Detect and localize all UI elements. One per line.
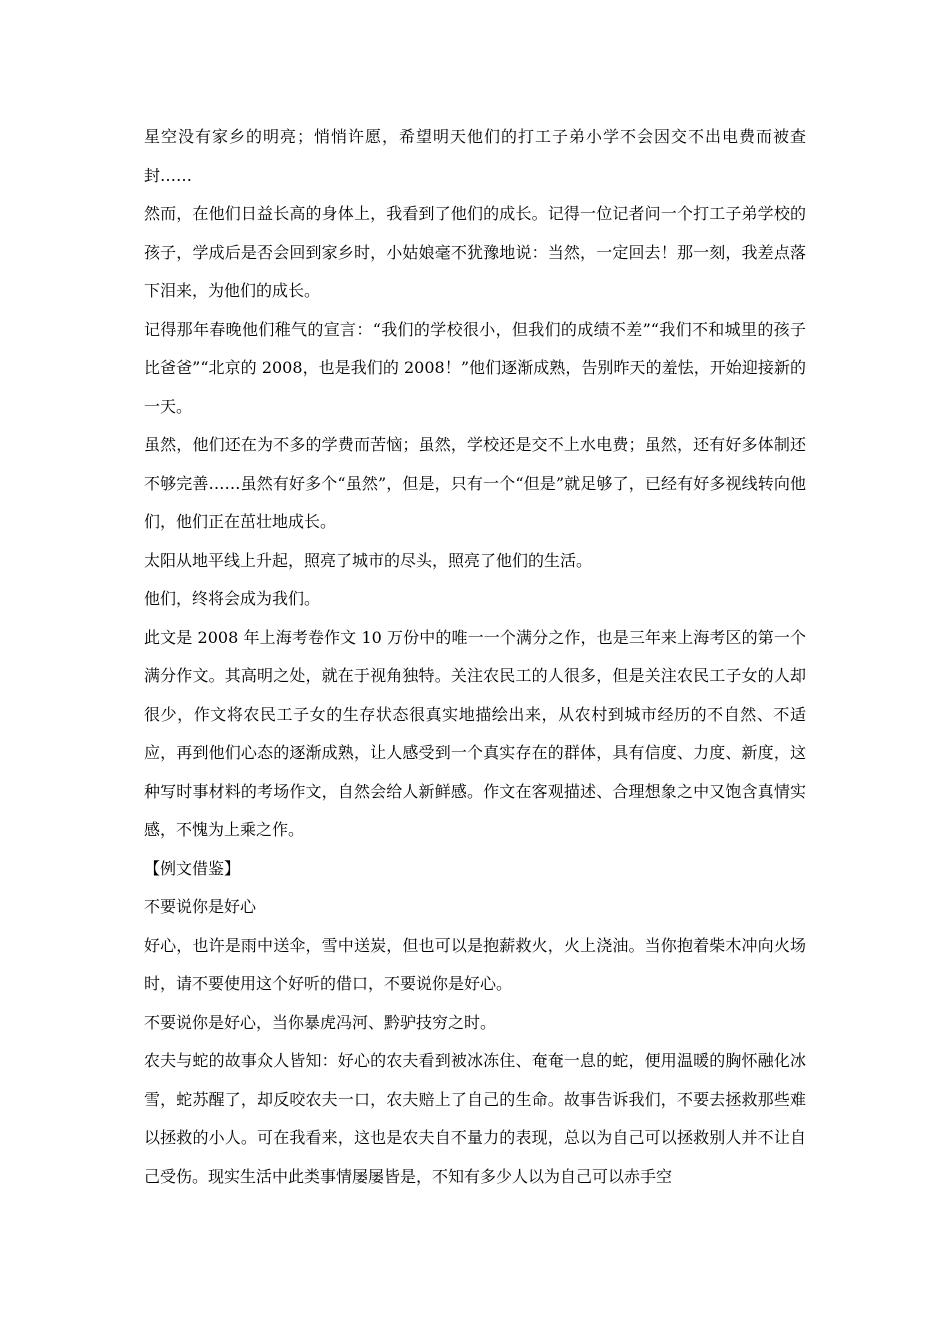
paragraph-commentary: 此文是 2008 年上海考卷作文 10 万份中的唯一一个满分之作，也是三年来上海考区的第一个满分作文。其高明之处，就在于视角独特。关注农民工的人很多，但是关注农民工子女的人却很少，作文将农民工子女的生存状态很真实地描绘出来，从农村到城市经历的不自然、不适应，再到他们心态的逐渐成熟，让人感受到一个真实存在的群体，具有信度、力度、新度，这种写时事材料的考场作文，自然会给人新鲜感。作文在客观描述、合理想象之中又饱含真情实感，不愧为上乘之作。 [144, 627, 806, 839]
essay-title: 不要说你是好心 [144, 897, 257, 916]
paragraph-although: 虽然，他们还在为不多的学费而苦恼；虽然，学校还是交不上水电费；虽然，还有好多体制还不够完善……虽然有好多个“虽然”，但是，只有一个“但是”就足够了，已经有好多视线转向他们，他们正在茁壮地成长。 [144, 435, 806, 531]
document-body [144, 118, 806, 1196]
paragraph-sunrise: 太阳从地平线上升起，照亮了城市的尽头，照亮了他们的生活。 [144, 550, 593, 570]
paragraph-farmer-snake: 农夫与蛇的故事众人皆知：好心的农夫看到被冰冻住、奄奄一息的蛇，便用温暖的胸怀融化冰雪，蛇苏醒了，却反咬农夫一口，农夫赔上了自己的生命。故事告诉我们，不要去拯救那些难以拯救的小人。可在我看来，这也是农夫自不量力的表现，总以为自己可以拯救别人并不让自己受伤。现实生活中此类事情屡屡皆是，不知有多少人以为自己可以赤手空 [144, 1051, 806, 1186]
section-heading-example: 【例文借鉴】 [144, 858, 241, 878]
paragraph-become-us: 他们，终将会成为我们。 [144, 589, 321, 608]
paragraph-kindness: 好心，也许是雨中送伞，雪中送炭，但也可以是抱薪救火，火上浇油。当你抱着柴木冲向火场时，请不要使用这个好听的借口，不要说你是好心。 [144, 935, 806, 993]
paragraph-spring-gala: 记得那年春晚他们稚气的宣言：“我们的学校很小，但我们的成绩不差”“我们不和城里的孩子比爸爸”“北京的 2008，也是我们的 2008！”他们逐渐成熟，告别昨天的羞怯，开始迎接新的一天。 [144, 319, 806, 416]
paragraph-reckless: 不要说你是好心，当你暴虎冯河、黔驴技穷之时。 [144, 1012, 497, 1032]
paragraph-growth: 然而，在他们日益长高的身体上，我看到了他们的成长。记得一位记者问一个打工子弟学校的孩子，学成后是否会回到家乡时，小姑娘毫不犹豫地说：当然，一定回去！那一刻，我差点落下泪来，为他们的成长。 [144, 204, 806, 300]
paragraph-stars-wish: 星空没有家乡的明亮；悄悄许愿，希望明天他们的打工子弟小学不会因交不出电费而被查封…… [144, 127, 806, 185]
